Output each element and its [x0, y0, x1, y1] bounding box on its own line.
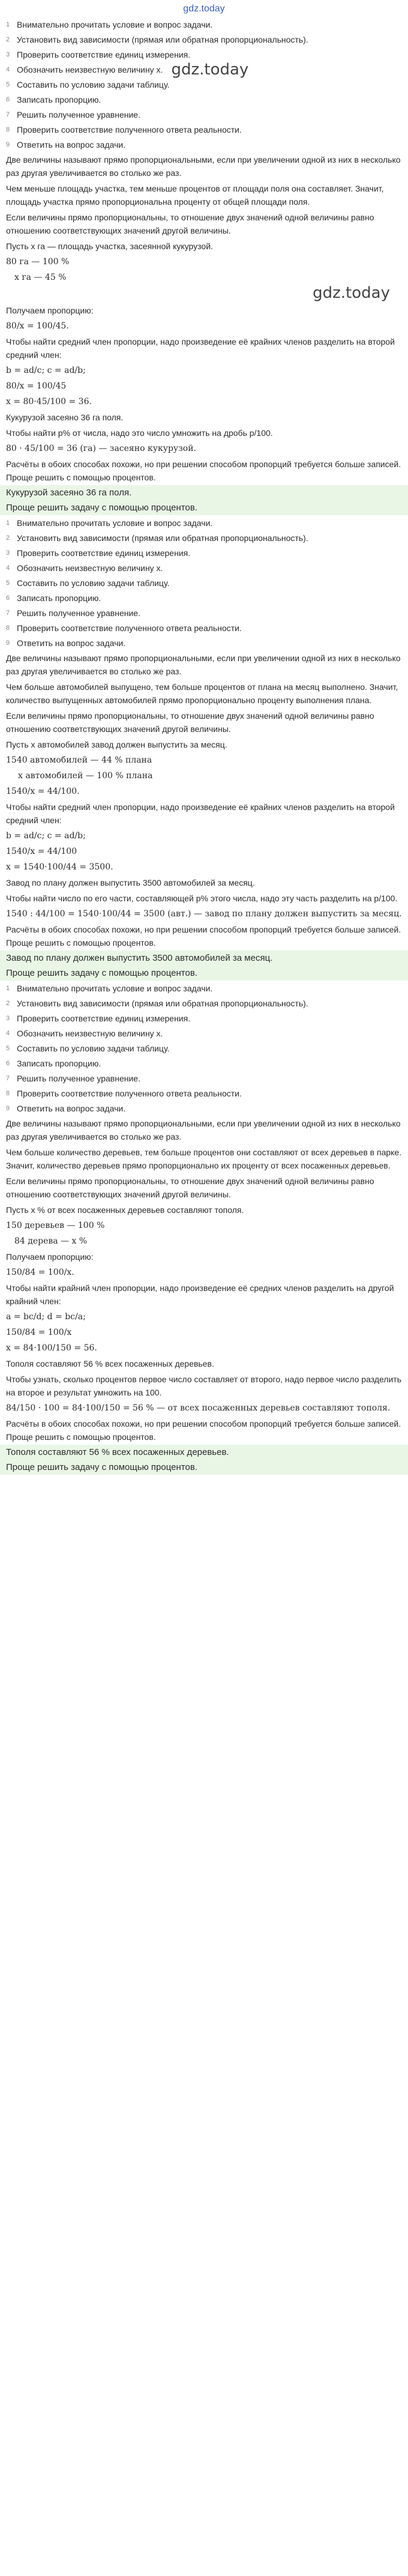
- step-number: 5: [6, 80, 10, 88]
- step-number: 4: [6, 65, 10, 73]
- step-number: 6: [6, 1059, 10, 1067]
- equation: 150/84 = 100/x.: [6, 1268, 74, 1277]
- step-text: Внимательно прочитать условие и вопрос задачи.: [17, 983, 213, 993]
- table-row: x автомобилей — 100 % плана: [18, 771, 153, 781]
- answer: Кукурузой засеяно 36 га поля.: [0, 485, 408, 500]
- step-text: Проверить соответствие полученного ответа реальности.: [17, 1088, 242, 1098]
- step-number: 3: [6, 549, 10, 557]
- step-text: Обозначить неизвестную величину x.: [17, 563, 163, 573]
- table-row: 84 дерева — x %: [14, 1236, 88, 1246]
- step-number: 7: [6, 110, 10, 118]
- equation: b = ad/c; c = ad/b;: [6, 366, 86, 375]
- paragraph: Чтобы найти крайний член пропорции, надо произведение её средних членов разделить на другой крайний член:: [6, 1283, 394, 1306]
- steps-list: [0, 17, 408, 152]
- paragraph: Чтобы найти число по его части, составляющей p% этого числа, надо эту часть разделить на p/100.: [6, 893, 398, 903]
- step-item: [0, 545, 408, 560]
- step-text: Внимательно прочитать условие и вопрос задачи.: [17, 19, 213, 29]
- paragraph: Чтобы найти средний член пропорции, надо произведение её крайних членов разделить на второй средний член:: [6, 337, 395, 360]
- step-number: 4: [6, 564, 10, 572]
- step-number: 9: [6, 1104, 10, 1112]
- equation: b = ad/c; c = ad/b;: [6, 831, 86, 841]
- step-number: 8: [6, 1089, 10, 1097]
- step-item: [0, 32, 408, 47]
- paragraph: Чтобы узнать, сколько процентов первое число составляет от второго, надо первое число разделить на второе и результат умножить на 100.: [6, 1374, 401, 1397]
- paragraph: Две величины называют прямо пропорциональными, если при увеличении одной из них в несколько раз другая увеличивается во столько же раз.: [6, 653, 401, 676]
- step-item: [0, 1071, 408, 1086]
- step-number: 2: [6, 35, 10, 43]
- step-item: [0, 1026, 408, 1041]
- paragraph: Две величины называют прямо пропорциональными, если при увеличении одной из них в несколько раз другая увеличивается во столько же раз.: [6, 155, 401, 178]
- step-text: Обозначить неизвестную величину x.: [17, 1028, 163, 1038]
- equation: x = 80·45/100 = 36.: [6, 397, 92, 407]
- step-item: [0, 575, 408, 590]
- step-item: [0, 1041, 408, 1056]
- paragraph: Пусть x га — площадь участка, засеянной кукурузой.: [6, 241, 213, 251]
- step-text: Решить полученное уравнение.: [17, 109, 140, 119]
- step-item: [0, 620, 408, 635]
- watermark-row: [0, 285, 408, 303]
- step-item: [0, 590, 408, 605]
- equation: 1540/x = 44/100: [6, 847, 77, 856]
- step-item: [0, 635, 408, 650]
- step-number: 8: [6, 125, 10, 133]
- table-row: 150 деревьев — 100 %: [6, 1221, 105, 1230]
- step-text: Ответить на вопрос задачи.: [17, 1103, 126, 1113]
- step-item: [0, 981, 408, 996]
- step-number: 1: [6, 519, 10, 527]
- step-text: Проверить соответствие единиц измерения.: [17, 548, 191, 558]
- step-number: 5: [6, 1044, 10, 1052]
- steps-list: [0, 981, 408, 1116]
- answer: Тополя составляют 56 % всех посаженных деревьев.: [0, 1445, 408, 1460]
- step-text: Записать пропорцию.: [17, 593, 101, 603]
- answer: Проще решить задачу с помощью процентов.: [0, 1460, 408, 1475]
- step-number: 5: [6, 579, 10, 587]
- step-text: Проверить соответствие единиц измерения.: [17, 49, 191, 59]
- step-item: [0, 77, 408, 92]
- step-text: Установить вид зависимости (прямая или обратная пропорциональность).: [17, 998, 308, 1008]
- equation: 1540 : 44/100 = 1540·100/44 = 3500 (авт.) — завод по плану должен выпустить за месяц.: [6, 909, 402, 919]
- answer: Проще решить задачу с помощью процентов.: [0, 966, 408, 981]
- step-item: [0, 62, 408, 77]
- step-text: Внимательно прочитать условие и вопрос задачи.: [17, 518, 213, 528]
- step-text: Проверить соответствие полученного ответа реальности.: [17, 623, 242, 633]
- paragraph: Чем меньше площадь участка, тем меньше процентов от площади поля она составляет. Значит, площадь участка прямо пропорциональна проценту от общей площади поля.: [6, 184, 384, 207]
- step-text: Решить полученное уравнение.: [17, 608, 140, 618]
- step-text: Ответить на вопрос задачи.: [17, 139, 126, 150]
- step-number: 6: [6, 594, 10, 602]
- solution-section-2: [0, 515, 408, 981]
- table-row: x га — 45 %: [14, 273, 67, 282]
- paragraph: Расчёты в обоих способах похожи, но при решении способом пропорций требуется больше записей. Проще решить с помощью процентов.: [6, 1419, 401, 1442]
- paragraph: Расчёты в обоих способах похожи, но при решении способом пропорций требуется больше записей. Проще решить с помощью процентов.: [6, 925, 401, 948]
- answer: Проще решить задачу с помощью процентов.: [0, 500, 408, 515]
- header: [0, 0, 408, 17]
- step-text: Составить по условию задачи таблицу.: [17, 79, 170, 89]
- table-row: 1540 автомобилей — 44 % плана: [6, 755, 152, 765]
- answer: Завод по плану должен выпустить 3500 автомобилей за месяц.: [0, 951, 408, 966]
- step-item: [0, 47, 408, 62]
- paragraph: Кукурузой засеяно 36 га поля.: [6, 413, 124, 422]
- equation: x = 84·100/150 = 56.: [6, 1343, 97, 1353]
- equation: 84/150 · 100 = 84·100/150 = 56 % — от всех посаженных деревьев составляют тополя.: [6, 1403, 391, 1413]
- step-item: [0, 1086, 408, 1101]
- step-text: Обозначить неизвестную величину x.: [17, 64, 163, 74]
- step-number: 1: [6, 20, 10, 28]
- paragraph: Пусть x % от всех посаженных деревьев составляют тополя.: [6, 1205, 244, 1215]
- watermark: gdz.today: [171, 60, 249, 79]
- step-number: 3: [6, 50, 10, 58]
- watermark: gdz.today: [313, 284, 390, 302]
- equation: 1540/x = 44/100.: [6, 787, 80, 796]
- step-text: Установить вид зависимости (прямая или обратная пропорциональность).: [17, 533, 308, 543]
- paragraph: Если величины прямо пропорциональны, то отношение двух значений одной величины равно отношению соответствующих значений другой величины.: [6, 1176, 374, 1199]
- steps-list: [0, 515, 408, 650]
- paragraph: Чтобы найти средний член пропорции, надо произведение её крайних членов разделить на второй средний член:: [6, 802, 395, 825]
- equation: 80/x = 100/45: [6, 381, 67, 391]
- equation: 80/x = 100/45.: [6, 321, 69, 331]
- paragraph: Чем больше автомобилей выпущено, тем больше процентов от плана на месяц выполнено. Значит, количество выпущенных автомобилей прямо пропорционально проценту выполнения плана.: [6, 682, 398, 705]
- step-number: 2: [6, 999, 10, 1007]
- equation: 80 · 45/100 = 36 (га) — засеяно кукурузой.: [6, 444, 196, 453]
- step-text: Установить вид зависимости (прямая или обратная пропорциональность).: [17, 34, 308, 44]
- equation: a = bc/d; d = bc/a;: [6, 1312, 86, 1322]
- step-item: [0, 1056, 408, 1071]
- step-item: [0, 1101, 408, 1116]
- step-text: Записать пропорцию.: [17, 1058, 101, 1068]
- step-number: 7: [6, 609, 10, 617]
- step-item: [0, 1011, 408, 1026]
- step-item: [0, 137, 408, 152]
- paragraph: Расчёты в обоих способах похожи, но при решении способом пропорций требуется больше записей. Проще решить с помощью процентов.: [6, 459, 401, 482]
- step-item: [0, 122, 408, 137]
- step-text: Проверить соответствие единиц измерения.: [17, 1013, 191, 1023]
- step-text: Записать пропорцию.: [17, 94, 101, 104]
- site-logo[interactable]: gdz.today: [183, 4, 225, 14]
- step-number: 8: [6, 624, 10, 632]
- step-item: [0, 560, 408, 575]
- paragraph: Если величины прямо пропорциональны, то отношение двух значений одной величины равно отношению соответствующих значений другой величины.: [6, 711, 374, 734]
- step-item: [0, 605, 408, 620]
- step-number: 4: [6, 1029, 10, 1037]
- step-number: 1: [6, 984, 10, 992]
- step-text: Ответить на вопрос задачи.: [17, 638, 126, 648]
- step-number: 7: [6, 1074, 10, 1082]
- step-item: [0, 515, 408, 530]
- step-text: Составить по условию задачи таблицу.: [17, 1043, 170, 1053]
- step-item: [0, 107, 408, 122]
- step-text: Составить по условию задачи таблицу.: [17, 578, 170, 588]
- step-number: 2: [6, 534, 10, 542]
- step-number: 9: [6, 141, 10, 148]
- equation: 150/84 = 100/x: [6, 1328, 72, 1337]
- paragraph: Получаем пропорцию:: [6, 1252, 94, 1262]
- step-text: Решить полученное уравнение.: [17, 1073, 140, 1083]
- paragraph: Пусть x автомобилей завод должен выпустить за месяц.: [6, 740, 227, 749]
- step-item: [0, 17, 408, 32]
- paragraph: Получаем пропорцию:: [6, 306, 94, 315]
- step-item: [0, 530, 408, 545]
- paragraph: Две величины называют прямо пропорциональными, если при увеличении одной из них в несколько раз другая увеличивается во столько же раз.: [6, 1119, 401, 1141]
- paragraph: Если величины прямо пропорциональны, то отношение двух значений одной величины равно отношению соответствующих значений другой величины.: [6, 213, 374, 235]
- paragraph: Завод по плану должен выпустить 3500 автомобилей за месяц.: [6, 878, 255, 887]
- equation: x = 1540·100/44 = 3500.: [6, 862, 113, 872]
- step-number: 3: [6, 1014, 10, 1022]
- paragraph: Чтобы найти p% от числа, надо это число умножить на дробь p/100.: [6, 428, 273, 438]
- table-row: 80 га — 100 %: [6, 257, 70, 267]
- paragraph: Чем больше количество деревьев, тем больше процентов они составляют от всех деревьев в парке. Значит, количество деревьев прямо пропорционально их проценту от всех посаженных деревьев.: [6, 1147, 402, 1170]
- solution-section-3: [0, 981, 408, 1475]
- step-item: [0, 996, 408, 1011]
- step-text: Проверить соответствие полученного ответа реальности.: [17, 124, 242, 135]
- step-number: 9: [6, 639, 10, 647]
- paragraph: Тополя составляют 56 % всех посаженных деревьев.: [6, 1359, 214, 1368]
- step-number: 6: [6, 95, 10, 103]
- step-item: [0, 92, 408, 107]
- solution-section-1: [0, 17, 408, 515]
